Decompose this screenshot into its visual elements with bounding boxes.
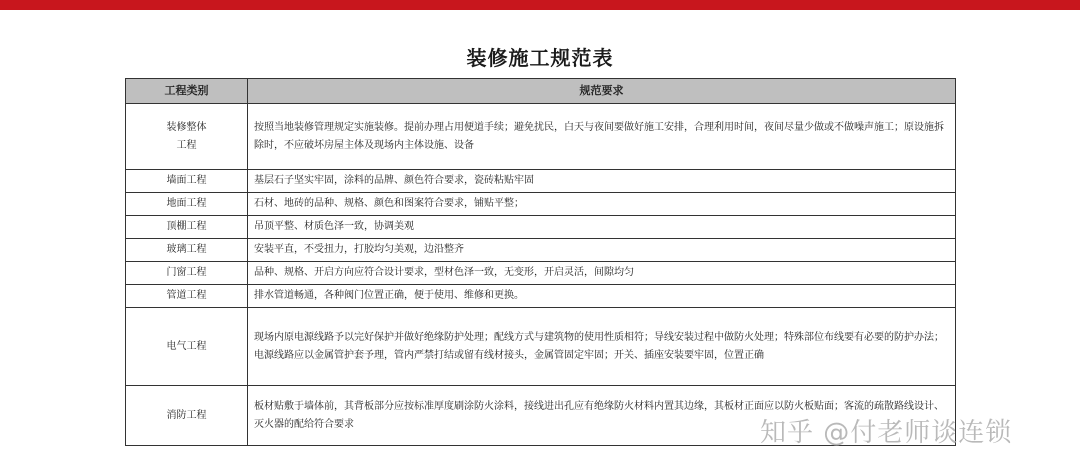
table-header-row	[126, 79, 956, 104]
row-requirement: 板材贴敷于墙体前，其背板部分应按标准厚度刷涂防火涂料，接线进出孔应有绝缘防火材料内置其边缘，其板材正面应以防火板贴面；客流的疏散路线设计、灭火器的配给符合要求	[248, 386, 956, 446]
row-requirement: 吊顶平整、材质色泽一致，协调美观	[248, 216, 956, 239]
table-row	[126, 104, 956, 170]
row-category: 门窗工程	[126, 262, 248, 285]
header-category: 工程类别	[126, 79, 248, 104]
row-category: 玻璃工程	[126, 239, 248, 262]
spec-table	[125, 78, 956, 446]
row-category: 顶棚工程	[126, 216, 248, 239]
table-row	[126, 308, 956, 386]
page-title: 装修施工规范表	[466, 46, 614, 70]
row-requirement: 安装平直，不受扭力，打胶均匀美观，边沿整齐	[248, 239, 956, 262]
row-requirement: 基层石子坚实牢固，涂料的品牌、颜色符合要求，瓷砖粘贴牢固	[248, 170, 956, 193]
table-row	[126, 239, 956, 262]
row-requirement: 石材、地砖的品种、规格、颜色和图案符合要求，铺贴平整；	[248, 193, 956, 216]
row-requirement: 按照当地装修管理规定实施装修。提前办理占用便道手续；避免扰民，白天与夜间要做好施工安排，合理利用时间，夜间尽量少做或不做噪声施工；原设施拆除时，不应破坏房屋主体及现场内主体设施、设备	[248, 104, 956, 170]
table-row	[126, 285, 956, 308]
table-row	[126, 216, 956, 239]
row-category: 电气工程	[126, 308, 248, 386]
row-requirement: 排水管道畅通，各种阀门位置正确，便于使用、维修和更换。	[248, 285, 956, 308]
row-category: 消防工程	[126, 386, 248, 446]
row-category: 墙面工程	[126, 170, 248, 193]
table-row	[126, 170, 956, 193]
row-category: 装修整体 工程	[126, 104, 248, 170]
header-requirement: 规范要求	[248, 79, 956, 104]
row-requirement: 品种、规格、开启方向应符合设计要求，型材色泽一致，无变形，开启灵活，间隙均匀	[248, 262, 956, 285]
watermark: 知乎 @付老师谈连锁	[760, 418, 1013, 448]
row-category: 管道工程	[126, 285, 248, 308]
table-row	[126, 262, 956, 285]
row-requirement: 现场内原电源线路予以完好保护并做好绝缘防护处理；配线方式与建筑物的使用性质相符；导线安装过程中做防火处理；特殊部位布线要有必要的防护办法；电源线路应以金属管护套予理，管内严禁打结或留有线材接头，金属管固定牢固；开关、插座安装要牢固，位置正确	[248, 308, 956, 386]
row-category: 地面工程	[126, 193, 248, 216]
table-row	[126, 193, 956, 216]
top-accent-bar	[0, 0, 1080, 10]
